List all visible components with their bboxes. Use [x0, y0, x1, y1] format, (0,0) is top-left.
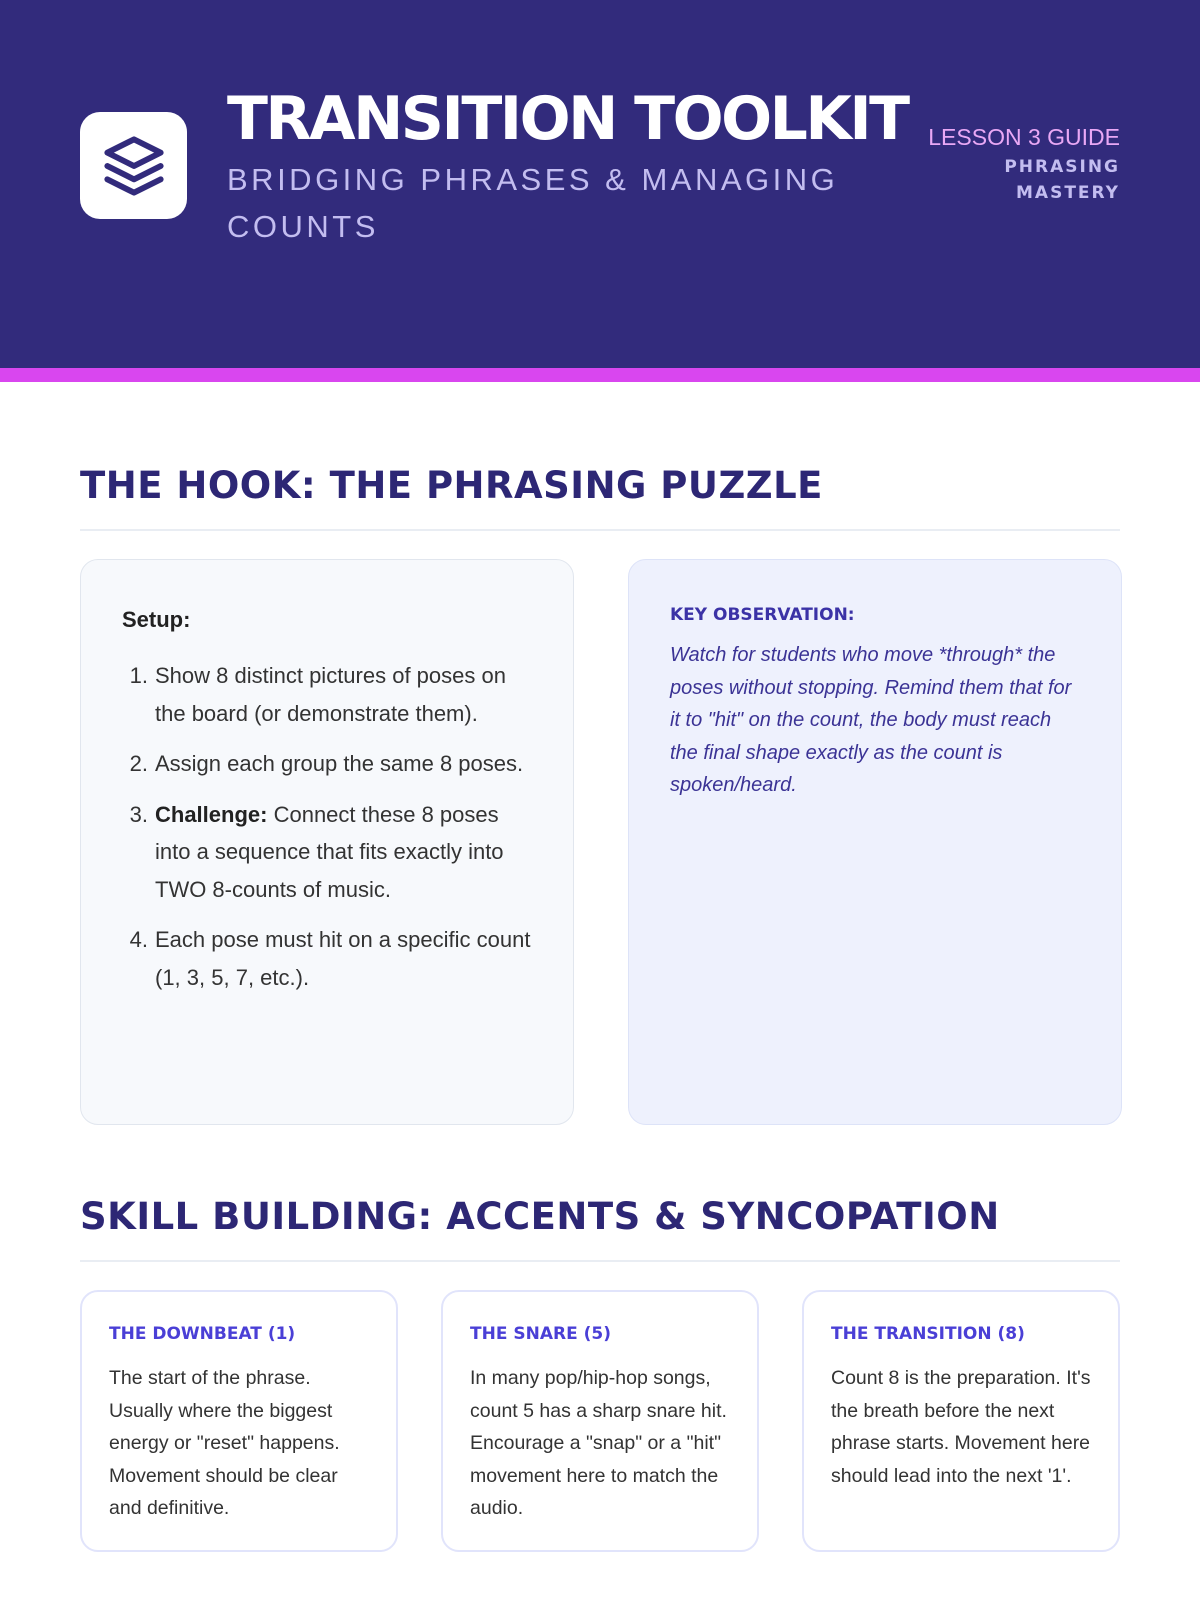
skill-card-title: THE TRANSITION (8) [831, 1324, 1025, 1344]
list-item [122, 921, 533, 996]
step-text [155, 657, 533, 732]
step-body: Show 8 distinct pictures of poses on the board (or demonstrate them). [155, 663, 506, 726]
lesson-subtitle-line: PHRASING [1004, 157, 1120, 177]
lesson-subtitle-line: MASTERY [1016, 183, 1120, 203]
step-text [155, 921, 533, 996]
step-body: Each pose must hit on a specific count (1, 3, 5, 7, etc.). [155, 927, 531, 990]
setup-steps-list [122, 657, 533, 996]
layers-icon [102, 134, 166, 198]
page-subtitle: BRIDGING PHRASES & MANAGING COUNTS [227, 162, 839, 244]
section-title-hook: THE HOOK: THE PHRASING PUZZLE [80, 464, 823, 507]
lesson-badge [820, 122, 1120, 206]
step-text [155, 745, 533, 783]
header-banner [0, 0, 1200, 368]
logo [80, 112, 187, 219]
skill-card-title: THE SNARE (5) [470, 1324, 611, 1344]
step-bold: Challenge: [155, 801, 268, 827]
step-text [155, 796, 533, 909]
step-number: 3. [129, 801, 148, 827]
step-body: Assign each group the same 8 poses. [155, 751, 524, 776]
step-number: 4. [129, 927, 148, 952]
setup-card [80, 559, 574, 1125]
setup-label: Setup: [122, 607, 191, 632]
skill-card-text: Count 8 is the preparation. It's the breath before the next phrase starts. Movement here should lead into the next '1'. [831, 1367, 1091, 1487]
skill-card-transition [802, 1290, 1120, 1552]
header-accent-stripe [0, 368, 1200, 382]
list-item [122, 657, 533, 732]
observation-label: KEY OBSERVATION: [670, 605, 855, 625]
lesson-subtitle [820, 154, 1120, 206]
lesson-title: LESSON 3 GUIDE [928, 124, 1120, 150]
observation-text: Watch for students who move *through* the poses without stopping. Remind them that for it to "hit" on the count, the body must reach the final shape exactly as the count is spoken/heard. [670, 644, 1072, 796]
skill-card-downbeat [80, 1290, 398, 1552]
skill-card-text: The start of the phrase. Usually where the biggest energy or "reset" happens. Movement should be clear and definitive. [109, 1367, 340, 1519]
observation-card [628, 559, 1122, 1125]
list-item [122, 745, 533, 783]
section-title-skill: SKILL BUILDING: ACCENTS & SYNCOPATION [80, 1195, 1000, 1238]
section-divider [80, 1260, 1120, 1262]
skill-card-text: In many pop/hip-hop songs, count 5 has a sharp snare hit. Encourage a "snap" or a "hit" movement here to match the audio. [470, 1367, 727, 1519]
skill-card-title: THE DOWNBEAT (1) [109, 1324, 296, 1344]
list-item [122, 796, 533, 909]
step-number: 1. [129, 663, 148, 688]
section-divider [80, 529, 1120, 531]
page-title: TRANSITION TOOLKIT [227, 84, 908, 154]
step-body: Connect these 8 poses into a sequence that fits exactly into TWO 8-counts of music. [155, 801, 504, 902]
skill-card-snare [441, 1290, 759, 1552]
step-number: 2. [129, 751, 148, 776]
